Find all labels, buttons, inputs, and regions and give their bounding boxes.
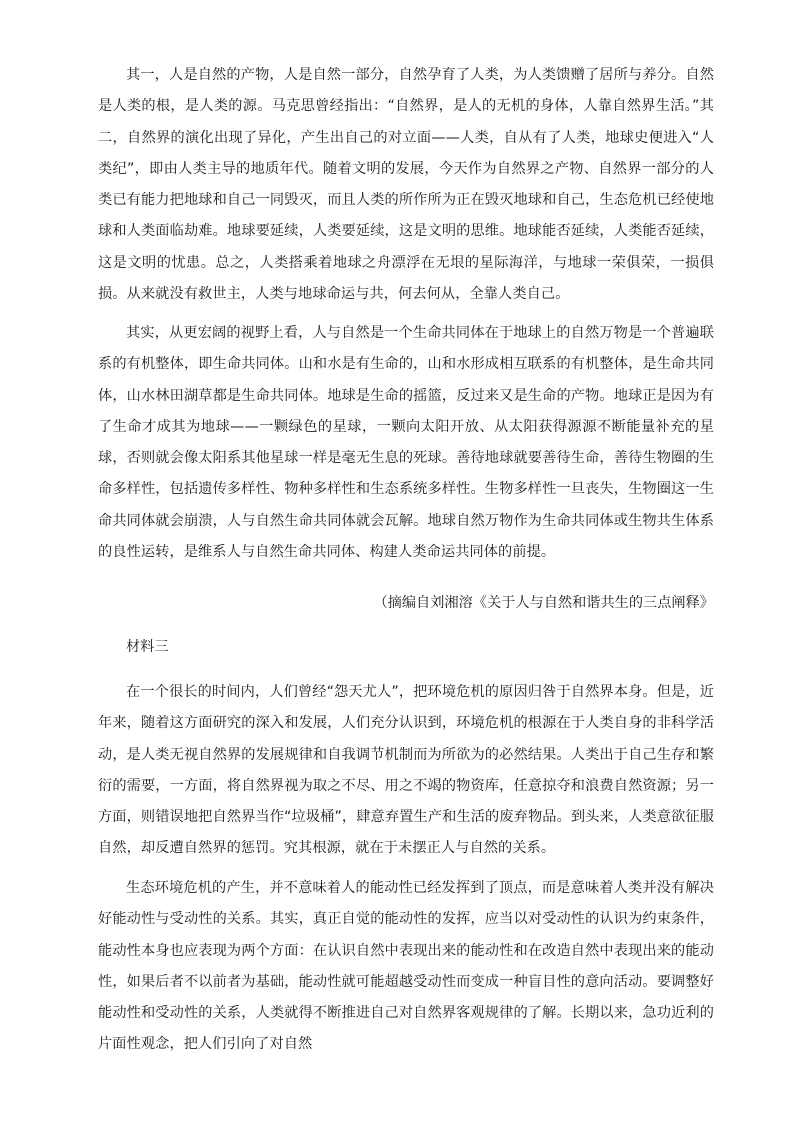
paragraph-4: 生态环境危机的产生，并不意味着人的能动性已经发挥到了顶点，而是意味着人类并没有解决好能动性与受动性的关系。其实，真正自觉的能动性的发挥，应当以对受动性的认识为约束条件，能动性本身也应表现为两个方面：在认识自然中表现出来的能动性和在改造自然中表现出来的能动性，如果后者不以前者为基础，能动性就可能超越受动性而变成一种盲目性的意向活动。要调整好能动性和受动性的关系，人类就得不断推进自己对自然界客观规律的了解。长期以来，急功近利的片面性观念，把人们引向了对自然 bbox=[98, 880, 714, 1053]
paragraph-1: 其一，人是自然的产物，人是自然一部分，自然孕育了人类，为人类馈赠了居所与养分。自然是人类的根，是人类的源。马克思曾经指出：“自然界，是人的无机的身体，人靠自然界生活。”其二，自然界的演化出现了异化，产生出自己的对立面——人类，自从有了人类，地球史便进入“人类纪”，即由人类主导的地质年代。随着文明的发展，今天作为自然界之产物、自然界一部分的人类已有能力把地球和自己一同毁灭，而且人类的所作所为正在毁灭地球和自己，生态危机已经使地球和人类面临劫难。地球要延续，人类要延续，这是文明的思维。地球能否延续，人类能否延续，这是文明的忧患。总之，人类搭乘着地球之舟漂浮在无垠的星际海洋，与地球一荣俱荣，一损俱损。从来就没有救世主，人类与地球命运与共，何去何从，全靠人类自己。 bbox=[98, 67, 714, 303]
section-heading: 材料三 bbox=[126, 639, 169, 655]
paragraph-3: 在一个很长的时间内，人们曾经“怨天尤人”，把环境危机的原因归咎于自然界本身。但是，近年来，随着这方面研究的深入和发展，人们充分认识到，环境危机的根源在于人类自身的非科学活动，是人类无视自然界的发展规律和自我调节机制而为所欲为的必然结果。人类出于自己生存和繁衍的需要，一方面，将自然界视为取之不尽、用之不竭的物资库，任意掠夺和浪费自然资源；另一方面，则错误地把自然界当作“垃圾桶”，肆意弃置生产和生活的废弃物品。到头来，人类意欲征服自然，却反遭自然界的惩罚。究其根源，就在于未摆正人与自然的关系。 bbox=[98, 684, 714, 857]
source-citation: （摘编自刘湘溶《关于人与自然和谐共生的三点阐释》 bbox=[373, 595, 714, 611]
paragraph-2: 其实，从更宏阔的视野上看，人与自然是一个生命共同体在于地球上的自然万物是一个普遍联系的有机整体，即生命共同体。山和水是有生命的，山和水形成相互联系的有机整体，是生命共同体，山水林田湖草都是生命共同体。地球是生命的摇篮，反过来又是生命的产物。地球正是因为有了生命才成其为地球——一颗绿色的星球，一颗向太阳开放、从太阳获得源源不断能量补充的星球，否则就会像太阳系其他星球一样是毫无生息的死球。善待地球就要善待生命，善待生物圈的生命多样性，包括遗传多样性、物种多样性和生态系统多样性。生物多样性一旦丧失，生物圈这一生命共同体就会崩溃，人与自然生命共同体就会瓦解。地球自然万物作为生命共同体或生物共生体系的良性运转，是维系人与自然生命共同体、构建人类命运共同体的前提。 bbox=[98, 325, 714, 561]
